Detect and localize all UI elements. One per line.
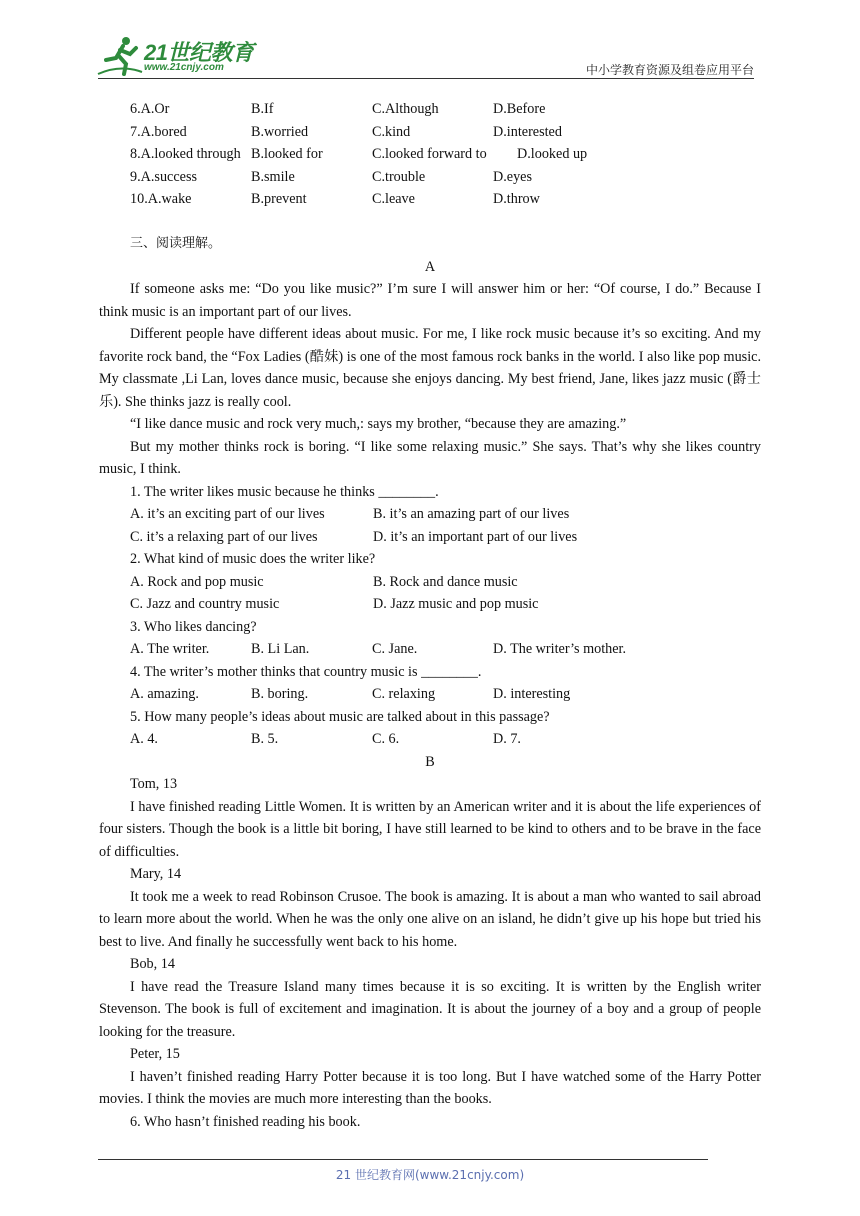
option: B. boring.: [251, 686, 309, 702]
entry-name: Tom, 13: [130, 776, 178, 792]
option: B.If: [251, 101, 274, 117]
header-tagline: 中小学教育资源及组卷应用平台: [585, 63, 754, 77]
option: A. Rock and pop music: [130, 573, 264, 590]
site-logo: [96, 34, 266, 78]
paragraph: It took me a week to read Robinson Crusoe. The book is amazing. It is about a man who wanted to sail abroad to learn more about the world. When he was the only one alive on an island, he didn’t give up his hope but tried his best to live. And finally he successfully went back to his home.: [99, 888, 761, 950]
entry-name: Bob, 14: [130, 956, 175, 972]
option: B. Li Lan.: [251, 641, 310, 657]
option-row: [99, 188, 761, 211]
option: C.kind: [372, 123, 411, 140]
paragraph: But my mother thinks rock is boring. “I like some relaxing music.” She says. That’s why she likes country music, I think.: [99, 438, 761, 477]
option: C. Jane.: [372, 641, 418, 657]
option-row: [99, 121, 761, 144]
question: 2. What kind of music does the writer like?: [130, 551, 376, 567]
option: D. 7.: [493, 731, 521, 747]
runner-logo-icon: [96, 34, 144, 78]
option: B. 5.: [251, 731, 279, 747]
option: C. Jazz and country music: [130, 596, 280, 612]
document-content: [99, 98, 761, 1133]
option: A. amazing.: [130, 686, 199, 702]
question: 6. Who hasn’t finished reading his book.: [130, 1113, 361, 1130]
option-row: [99, 638, 761, 661]
option-row: [99, 571, 761, 594]
logo-url: www.21cnjy.com: [144, 62, 224, 73]
option-row: [99, 143, 761, 166]
option: C. 6.: [372, 731, 400, 747]
option: D. it’s an important part of our lives: [373, 528, 578, 545]
option: B.worried: [251, 123, 309, 140]
option: D.looked up: [517, 146, 588, 162]
question: 3. Who likes dancing?: [130, 618, 257, 635]
option: C.leave: [372, 191, 415, 207]
question: 4. The writer’s mother thinks that country music is ________.: [130, 663, 482, 680]
option: 10.A.wake: [130, 191, 192, 207]
option: B. Rock and dance music: [373, 573, 518, 590]
option: B.smile: [251, 168, 295, 185]
option: D. The writer’s mother.: [493, 641, 627, 657]
footer-text: 21 世纪教育网(www.21cnjy.com): [335, 1168, 525, 1182]
option: A. The writer.: [130, 641, 210, 657]
paragraph: If someone asks me: “Do you like music?” I’m sure I will answer him or her: “Of course, I do.” Because I think music is an important part of our lives.: [99, 281, 761, 320]
option: D.Before: [493, 101, 546, 117]
option: 8.A.looked through: [130, 146, 241, 162]
option: C. it’s a relaxing part of our lives: [130, 528, 318, 545]
option-row: [99, 593, 761, 616]
option: D.throw: [493, 191, 540, 207]
section-title: 三、阅读理解。: [130, 236, 222, 251]
option-row: [99, 728, 761, 751]
option-row: [99, 683, 761, 706]
question: 5. How many people’s ideas about music are talked about in this passage?: [130, 708, 550, 725]
paragraph: “I like dance music and rock very much,: says my brother, “because they are amazing.”: [130, 416, 627, 432]
option: A. 4.: [130, 731, 158, 747]
option: B. it’s an amazing part of our lives: [373, 506, 570, 522]
option: 6.A.Or: [130, 101, 170, 117]
logo-text: 21世纪教育: [144, 40, 254, 65]
option-row: [99, 526, 761, 549]
option: D.eyes: [493, 168, 533, 185]
paragraph: I have finished reading Little Women. It is written by an American writer and it is about the life experiences of four sisters. Though the book is a little bit boring, I have still learned to be kind to others and to be brave in the face of difficulties.: [99, 798, 761, 860]
option: C. relaxing: [372, 686, 436, 702]
option: A. it’s an exciting part of our lives: [130, 506, 325, 522]
option: C.looked forward to: [372, 146, 487, 162]
option: 7.A.bored: [130, 123, 187, 140]
cloze-options: [99, 98, 761, 211]
paragraph: I have read the Treasure Island many times because it is so exciting. It is written by the English writer Stevenson. The book is full of excitement and imagination. It is about the journey of a boy and a group of people looking for the treasure.: [99, 978, 761, 1040]
entry-name: Peter, 15: [130, 1046, 180, 1062]
option: C.Although: [372, 101, 439, 117]
option-row: [99, 166, 761, 189]
option: B.looked for: [251, 146, 323, 162]
option: B.prevent: [251, 191, 307, 207]
option-row: [99, 98, 761, 121]
option: 9.A.success: [130, 168, 197, 185]
option-row: [99, 503, 761, 526]
passage-label: B: [425, 753, 435, 770]
paragraph: I haven’t finished reading Harry Potter because it is too long. But I have watched some of the Harry Potter movies. I think the movies are much more interesting than the books.: [99, 1068, 761, 1107]
option: D.interested: [493, 123, 562, 140]
passage-label: A: [424, 258, 436, 275]
paragraph: Different people have different ideas about music. For me, I like rock music because it’s so exciting. And my favorite rock band, the “Fox Ladies (酷妹) is one of the most famous rock banks in the world. I also like pop music. My classmate ,Li Lan, loves dance music, because she enjoys dancing. My best friend, Jane, likes jazz music (爵士乐). She thinks jazz is really cool.: [99, 326, 761, 410]
question: 1. The writer likes music because he thinks ________.: [130, 483, 439, 500]
header-divider: [98, 78, 754, 79]
option: C.trouble: [372, 168, 426, 185]
option: D. Jazz music and pop music: [373, 596, 539, 612]
footer-divider: [98, 1159, 708, 1160]
entry-name: Mary, 14: [130, 866, 182, 882]
option: D. interesting: [493, 686, 571, 702]
